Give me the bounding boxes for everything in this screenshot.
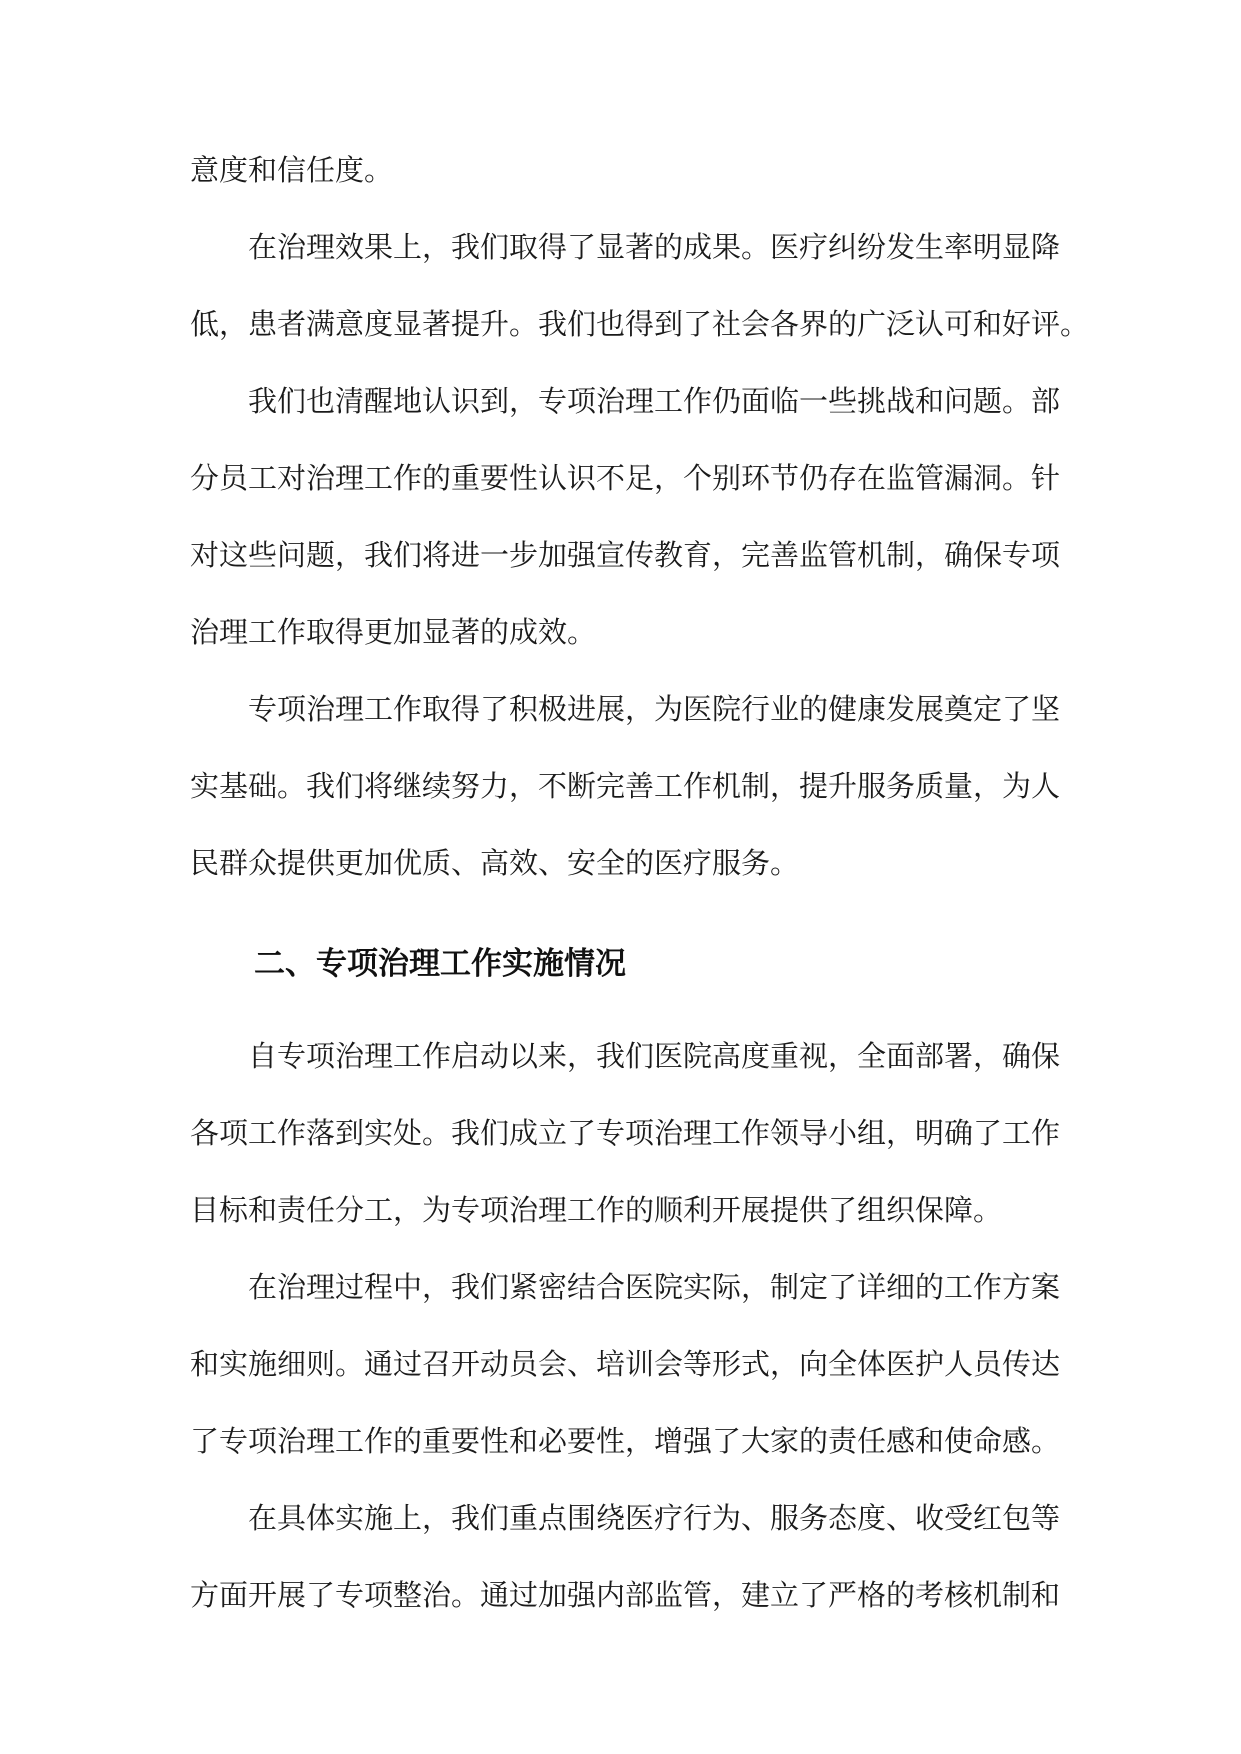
paragraph-line: 和实施细则。通过召开动员会、培训会等形式，向全体医护人员传达 [190, 1347, 1061, 1381]
paragraph-line: 低，患者满意度显著提升。我们也得到了社会各界的广泛认可和好评。 [190, 307, 1090, 341]
paragraph-line: 方面开展了专项整治。通过加强内部监管，建立了严格的考核机制和 [190, 1578, 1061, 1612]
paragraph-line: 自专项治理工作启动以来，我们医院高度重视，全面部署，确保 [248, 1039, 1061, 1073]
paragraph-line: 在治理过程中，我们紧密结合医院实际，制定了详细的工作方案 [248, 1270, 1061, 1304]
paragraph-line: 实基础。我们将继续努力，不断完善工作机制，提升服务质量，为人 [190, 769, 1061, 803]
paragraph-line: 分员工对治理工作的重要性认识不足，个别环节仍存在监管漏洞。针 [190, 461, 1061, 495]
paragraph-line: 在治理效果上，我们取得了显著的成果。医疗纠纷发生率明显降 [248, 230, 1061, 264]
paragraph-line: 了专项治理工作的重要性和必要性，增强了大家的责任感和使命感。 [190, 1424, 1061, 1458]
paragraph-line: 治理工作取得更加显著的成效。 [190, 615, 597, 649]
paragraph-line: 我们也清醒地认识到，专项治理工作仍面临一些挑战和问题。部 [248, 384, 1061, 418]
paragraph-line: 在具体实施上，我们重点围绕医疗行为、服务态度、收受红包等 [248, 1501, 1061, 1535]
section-heading: 二、专项治理工作实施情况 [254, 946, 626, 982]
paragraph-line: 对这些问题，我们将进一步加强宣传教育，完善监管机制，确保专项 [190, 538, 1061, 572]
paragraph-line: 各项工作落到实处。我们成立了专项治理工作领导小组，明确了工作 [190, 1116, 1061, 1150]
paragraph-line: 目标和责任分工，为专项治理工作的顺利开展提供了组织保障。 [190, 1193, 1003, 1227]
paragraph-line: 专项治理工作取得了积极进展，为医院行业的健康发展奠定了坚 [248, 692, 1061, 726]
paragraph-line: 意度和信任度。 [190, 153, 394, 187]
paragraph-line: 民群众提供更加优质、高效、安全的医疗服务。 [190, 846, 800, 880]
